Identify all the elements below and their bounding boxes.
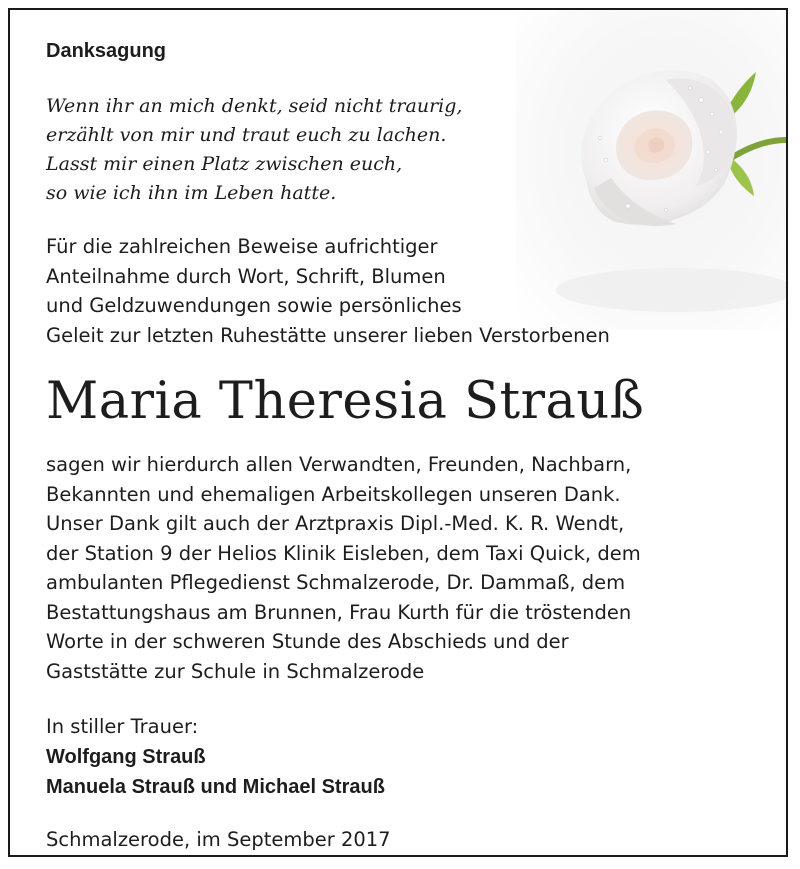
poem-line: so wie ich ihn im Leben hatte.	[46, 182, 337, 204]
poem	[46, 92, 766, 208]
mourning-label: In stiller Trauer:	[46, 715, 199, 738]
thanks-paragraph	[46, 450, 766, 686]
obituary-card	[8, 8, 788, 857]
intro-line: Anteilnahme durch Wort, Schrift, Blumen	[46, 264, 446, 288]
thanks-line: Unser Dank gilt auch der Arztpraxis Dipl.-Med. K. R. Wendt,	[46, 512, 625, 535]
heading: Danksagung	[46, 40, 167, 62]
thanks-line: Bekannten und ehemaligen Arbeitskollegen unseren Dank.	[46, 482, 621, 506]
place-date: Schmalzerode, im September 2017	[46, 827, 391, 851]
poem-line: Lasst mir einen Platz zwischen euch,	[46, 153, 403, 175]
poem-line: Wenn ihr an mich denkt, seid nicht traurig,	[46, 95, 463, 117]
thanks-line: ambulanten Pflegedienst Schmalzerode, Dr. Dammaß, dem	[46, 571, 626, 594]
mourner-name: Manuela Strauß und Michael Strauß	[46, 775, 385, 798]
intro-line: Geleit zur letzten Ruhestätte unserer lieben Verstorbenen	[46, 323, 610, 347]
thanks-line: Bestattungshaus am Brunnen, Frau Kurth für die tröstenden	[46, 600, 632, 624]
thanks-line: der Station 9 der Helios Klinik Eisleben, dem Taxi Quick, dem	[46, 541, 641, 565]
poem-line: erzählt von mir und traut euch zu lachen.	[46, 124, 447, 146]
intro-line: Für die zahlreichen Beweise aufrichtiger	[46, 235, 438, 258]
intro-paragraph	[46, 232, 610, 350]
deceased-name: Maria Theresia Strauß	[46, 372, 645, 431]
intro-line: und Geldzuwendungen sowie persönliches	[46, 294, 462, 317]
thanks-line: Gaststätte zur Schule in Schmalzerode	[46, 659, 425, 683]
mourner-name: Wolfgang Strauß	[46, 745, 206, 768]
thanks-line: Worte in der schweren Stunde des Abschieds und der	[46, 630, 569, 653]
thanks-line: sagen wir hierdurch allen Verwandten, Freunden, Nachbarn,	[46, 453, 632, 476]
obituary-content	[46, 40, 766, 851]
